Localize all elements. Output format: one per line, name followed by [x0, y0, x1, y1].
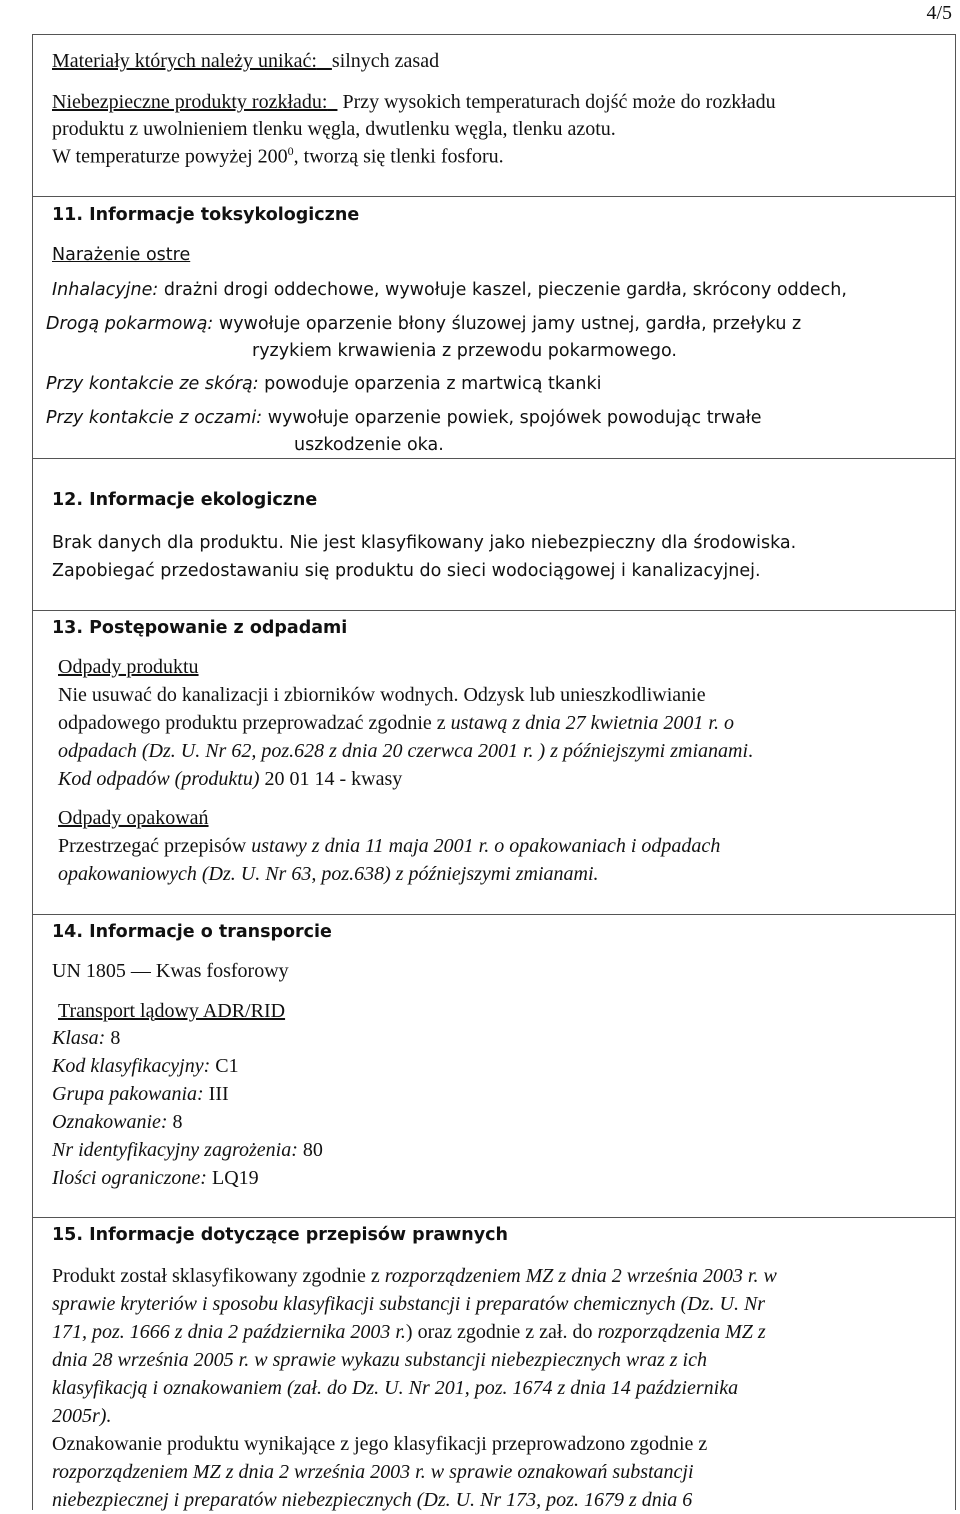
legal-line-3b: ) oraz zgodnie z zał. do	[405, 1321, 598, 1343]
temp-text-end: , tworzą się tlenki fosforu.	[293, 145, 504, 168]
adr-row-label: Klasa:	[52, 1027, 106, 1049]
waste-line-2	[58, 712, 734, 735]
legal-line-3c: rozporządzenia MZ z	[597, 1321, 766, 1343]
skin-line	[46, 374, 601, 394]
waste-code-value: 20 01 14 - kwasy	[259, 768, 403, 790]
section-divider	[32, 914, 956, 915]
waste-line-1: Nie usuwać do kanalizacji i zbiorników wodnych. Odzysk lub unieszkodliwianie	[58, 684, 706, 706]
decomposition-line	[52, 91, 776, 114]
adr-row-value: LQ19	[206, 1167, 259, 1189]
waste-act-ref: ustawą z dnia 27 kwietnia 2001 r. o	[450, 712, 734, 734]
legal-line-5: klasyfikacją i oznakowaniem (zał. do Dz. U. Nr 201, poz. 1674 z dnia 14 października	[52, 1377, 739, 1399]
legal-line-8: rozporządzeniem MZ z dnia 2 września 2003 r. w sprawie oznakowań substancji	[52, 1461, 694, 1483]
waste-line-3	[58, 740, 753, 763]
waste-line-2a: odpadowego produktu przeprowadzać zgodnie z	[58, 712, 451, 734]
section-12-heading: 12. Informacje ekologiczne	[52, 490, 318, 510]
adr-row-label: Ilości ograniczone:	[52, 1167, 207, 1189]
adr-row	[52, 1083, 229, 1106]
legal-line-1a: Produkt został sklasyfikowany zgodnie z	[52, 1265, 385, 1287]
inhalation-text: drażni drogi oddechowe, wywołuje kaszel, pieczenie gardła, skrócony oddech,	[158, 280, 847, 300]
section-divider	[32, 458, 956, 459]
eye-line-2: uszkodzenie oka.	[294, 435, 444, 455]
skin-text: powoduje oparzenia z martwicą tkanki	[258, 374, 602, 394]
section-15-heading: 15. Informacje dotyczące przepisów prawnych	[52, 1225, 508, 1245]
legal-line-6: 2005r).	[52, 1405, 112, 1427]
decomp-label: Niebezpieczne produkty rozkładu:	[52, 91, 328, 113]
packaging-act-ref: ustawy z dnia 11 maja 2001 r. o opakowaniach i odpadach	[251, 835, 721, 857]
section-divider	[32, 1217, 956, 1218]
oral-line-2: ryzykiem krwawienia z przewodu pokarmowego.	[252, 341, 677, 361]
section-14-heading: 14. Informacje o transporcie	[52, 922, 332, 942]
adr-row	[52, 1055, 239, 1078]
legal-line-2: sprawie kryteriów i sposobu klasyfikacji substancji i preparatów chemicznych (Dz. U. Nr	[52, 1293, 766, 1315]
product-waste-title: Odpady produktu	[58, 656, 199, 678]
adr-row-label: Kod klasyfikacyjny:	[52, 1055, 211, 1077]
legal-line-1b: rozporządzeniem MZ z dnia 2 września 2003 r. w	[384, 1265, 777, 1287]
adr-row-label: Oznakowanie:	[52, 1111, 168, 1133]
packaging-line-1a: Przestrzegać przepisów	[58, 835, 252, 857]
adr-row-label: Grupa pakowania:	[52, 1083, 204, 1105]
adr-row	[52, 1139, 323, 1162]
adr-title: Transport lądowy ADR/RID	[58, 1000, 286, 1022]
adr-row-value: 8	[167, 1111, 183, 1133]
packaging-line-1	[58, 835, 720, 858]
temperature-line	[52, 145, 504, 169]
decomposition-line-2: produktu z uwolnieniem tlenku węgla, dwutlenku węgla, tlenku azotu.	[52, 118, 616, 140]
acute-exposure-title: Narażenie ostre	[52, 245, 191, 265]
adr-row-label: Nr identyfikacyjny zagrożenia:	[52, 1139, 298, 1161]
decomp-value: Przy wysokich temperaturach dojść może do rozkładu	[342, 91, 776, 113]
adr-row	[52, 1167, 259, 1190]
eye-line	[46, 408, 762, 428]
legal-line-9: niebezpiecznej i preparatów niebezpiecznych (Dz. U. Nr 173, poz. 1679 z dnia 6	[52, 1489, 693, 1511]
page-number: 4/5	[926, 2, 952, 24]
oral-line	[46, 314, 801, 334]
adr-row-value: C1	[210, 1055, 239, 1077]
waste-line-3-text: odpadach (Dz. U. Nr 62, poz.628 z dnia 20 czerwca 2001 r. ) z późniejszymi zmianami	[58, 740, 748, 762]
inhalation-label: Inhalacyjne:	[52, 280, 159, 300]
section-divider	[32, 610, 956, 611]
temp-text: W temperaturze powyżej 200	[52, 145, 288, 168]
oral-text: wywołuje oparzenie błony śluzowej jamy ustnej, gardła, przełyku z	[213, 314, 802, 334]
legal-line-4: dnia 28 września 2005 r. w sprawie wykazu substancji niebezpiecznych wraz z ich	[52, 1349, 707, 1371]
avoid-value: silnych zasad	[331, 50, 440, 72]
waste-line-3-dot: .	[748, 740, 753, 762]
legal-line-7: Oznakowanie produktu wynikające z jego klasyfikacji przeprowadzono zgodnie z	[52, 1433, 708, 1455]
waste-code-line	[58, 768, 402, 791]
adr-row-value: III	[203, 1083, 229, 1105]
eye-text: wywołuje oparzenie powiek, spojówek powodując trwałe	[262, 408, 762, 428]
packaging-waste-title: Odpady opakowań	[58, 807, 209, 829]
legal-line-1	[52, 1265, 777, 1288]
section-13-heading: 13. Postępowanie z odpadami	[52, 618, 348, 638]
eye-label: Przy kontakcie z oczami:	[46, 408, 263, 428]
adr-row-value: 8	[105, 1027, 121, 1049]
inhalation-line	[52, 280, 847, 300]
avoid-label: Materiały których należy unikać:	[52, 50, 317, 72]
packaging-line-2: opakowaniowych (Dz. U. Nr 63, poz.638) z późniejszymi zmianami.	[58, 863, 599, 885]
avoid-materials-line	[52, 50, 439, 73]
section-11-heading: 11. Informacje toksykologiczne	[52, 205, 360, 225]
eco-line-2: Zapobiegać przedostawaniu się produktu do sieci wodociągowej i kanalizacyjnej.	[52, 561, 761, 581]
eco-line-1: Brak danych dla produktu. Nie jest klasyfikowany jako niebezpieczny dla środowiska.	[52, 533, 797, 553]
adr-row	[52, 1111, 183, 1134]
oral-label: Drogą pokarmową:	[46, 314, 214, 334]
adr-row-value: 80	[297, 1139, 323, 1161]
legal-line-3a: 171, poz. 1666 z dnia 2 października 2003 r.	[52, 1321, 406, 1343]
waste-code-label: Kod odpadów (produktu)	[58, 768, 260, 790]
skin-label: Przy kontakcie ze skórą:	[46, 374, 259, 394]
un-number-line: UN 1805 — Kwas fosforowy	[52, 960, 289, 982]
legal-line-3	[52, 1321, 766, 1344]
adr-row	[52, 1027, 120, 1050]
section-divider	[32, 196, 956, 197]
temp-sup: 0	[287, 144, 294, 158]
